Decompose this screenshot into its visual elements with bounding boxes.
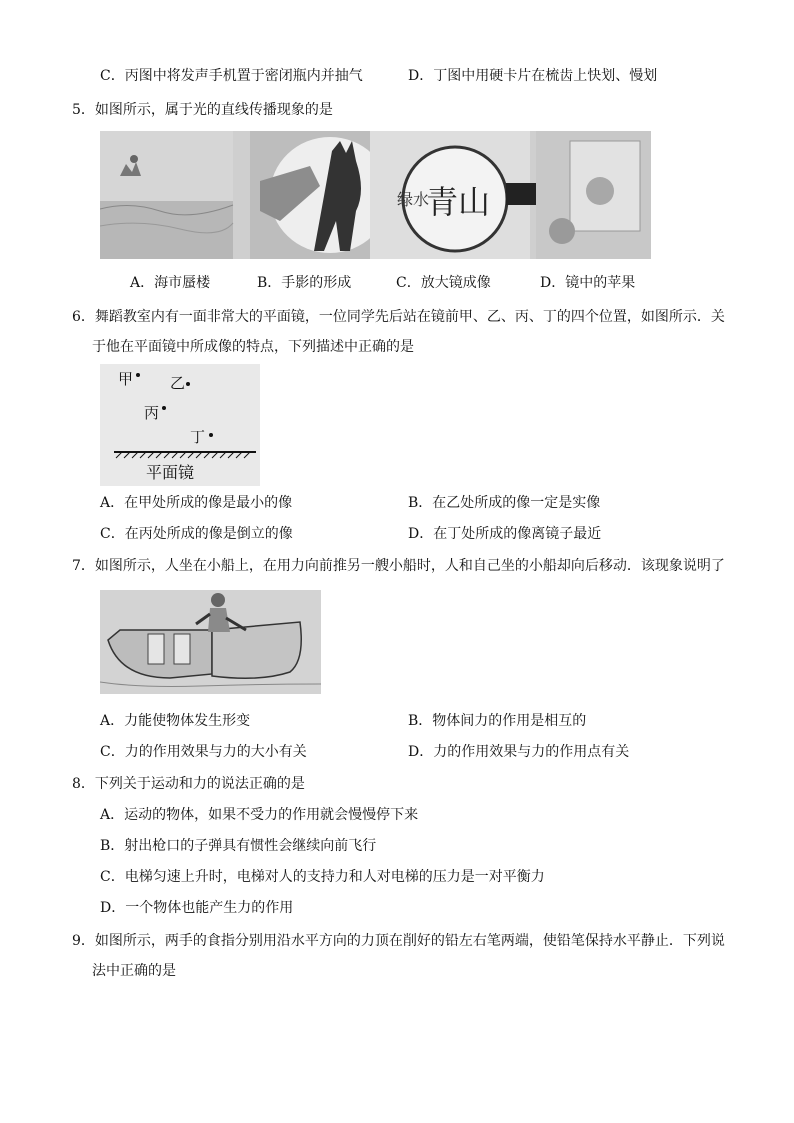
q8-option-b: B．射出枪口的子弹具有惯性会继续向前飞行 [100,838,377,854]
apple-mirror-image [536,131,651,259]
q6-label-yi: 乙 [170,374,186,392]
q7-option-a: A．力能使物体发生形变 [100,713,251,729]
q6-stem-line2: 于他在平面镜中所成像的特点，下列描述中正确的是 [92,339,414,355]
q5-option-a: A．海市蜃楼 [130,275,211,291]
q5-option-d: D．镜中的苹果 [540,275,636,291]
q6-label-bing: 丙 [144,404,160,422]
mirage-image [100,131,233,259]
q5-mountain-text: 青山 [426,183,491,221]
q6-option-a: A．在甲处所成的像是最小的像 [100,495,293,511]
q7-stem: 7．如图所示，人坐在小船上，在用力向前推另一艘小船时，人和自己坐的小船却向后移动．该现象说明了 [72,558,725,574]
q6-option-c: C．在丙处所成的像是倒立的像 [100,526,293,542]
q7-option-d: D．力的作用效果与力的作用点有关 [408,744,630,760]
q6-label-jia: 甲 [118,370,134,388]
q6-option-b: B．在乙处所成的像一定是实像 [408,495,601,511]
q5-green-water-text: 绿水 [397,190,430,209]
magnifier-image [370,131,558,259]
q7-option-c: C．力的作用效果与力的大小有关 [100,744,307,760]
q5-stem: 5．如图所示，属于光的直线传播现象的是 [72,102,333,118]
q8-stem: 8．下列关于运动和力的说法正确的是 [72,776,305,792]
q4-option-c: C．丙图中将发声手机置于密闭瓶内并抽气 [100,68,363,84]
q8-option-a: A．运动的物体，如果不受力的作用就会慢慢停下来 [100,807,419,823]
q4-option-d: D．丁图中用硬卡片在梳齿上快划、慢划 [408,68,658,84]
q5-figure-strip [100,131,651,259]
q6-dot-ding [209,433,213,437]
hand-shadow-image [250,131,390,259]
q6-mirror-figure [100,364,260,486]
q6-dot-jia [136,373,140,377]
q8-option-c: C．电梯匀速上升时，电梯对人的支持力和人对电梯的压力是一对平衡力 [100,869,545,885]
q5-option-c: C．放大镜成像 [396,275,491,291]
q6-stem-line1: 6．舞蹈教室内有一面非常大的平面镜，一位同学先后站在镜前甲、乙、丙、丁的四个位置，如图所示．关 [72,309,725,325]
q7-option-b: B．物体间力的作用是相互的 [408,713,587,729]
q9-stem-line1: 9．如图所示，两手的食指分别用沿水平方向的力顶在削好的铅左右笔两端，使铅笔保持水平静止．下列说 [72,933,725,949]
person-head [211,593,225,607]
q6-mirror-label: 平面镜 [146,463,195,482]
q6-label-ding: 丁 [190,428,206,446]
q8-option-d: D．一个物体也能产生力的作用 [100,900,294,916]
q9-stem-line2: 法中正确的是 [92,963,176,979]
q6-dot-bing [162,406,166,410]
q7-boats-figure [100,590,321,694]
q6-dot-yi [186,382,190,386]
q6-option-d: D．在丁处所成的像离镜子最近 [408,526,602,542]
q5-option-b: B．手影的形成 [257,275,352,291]
